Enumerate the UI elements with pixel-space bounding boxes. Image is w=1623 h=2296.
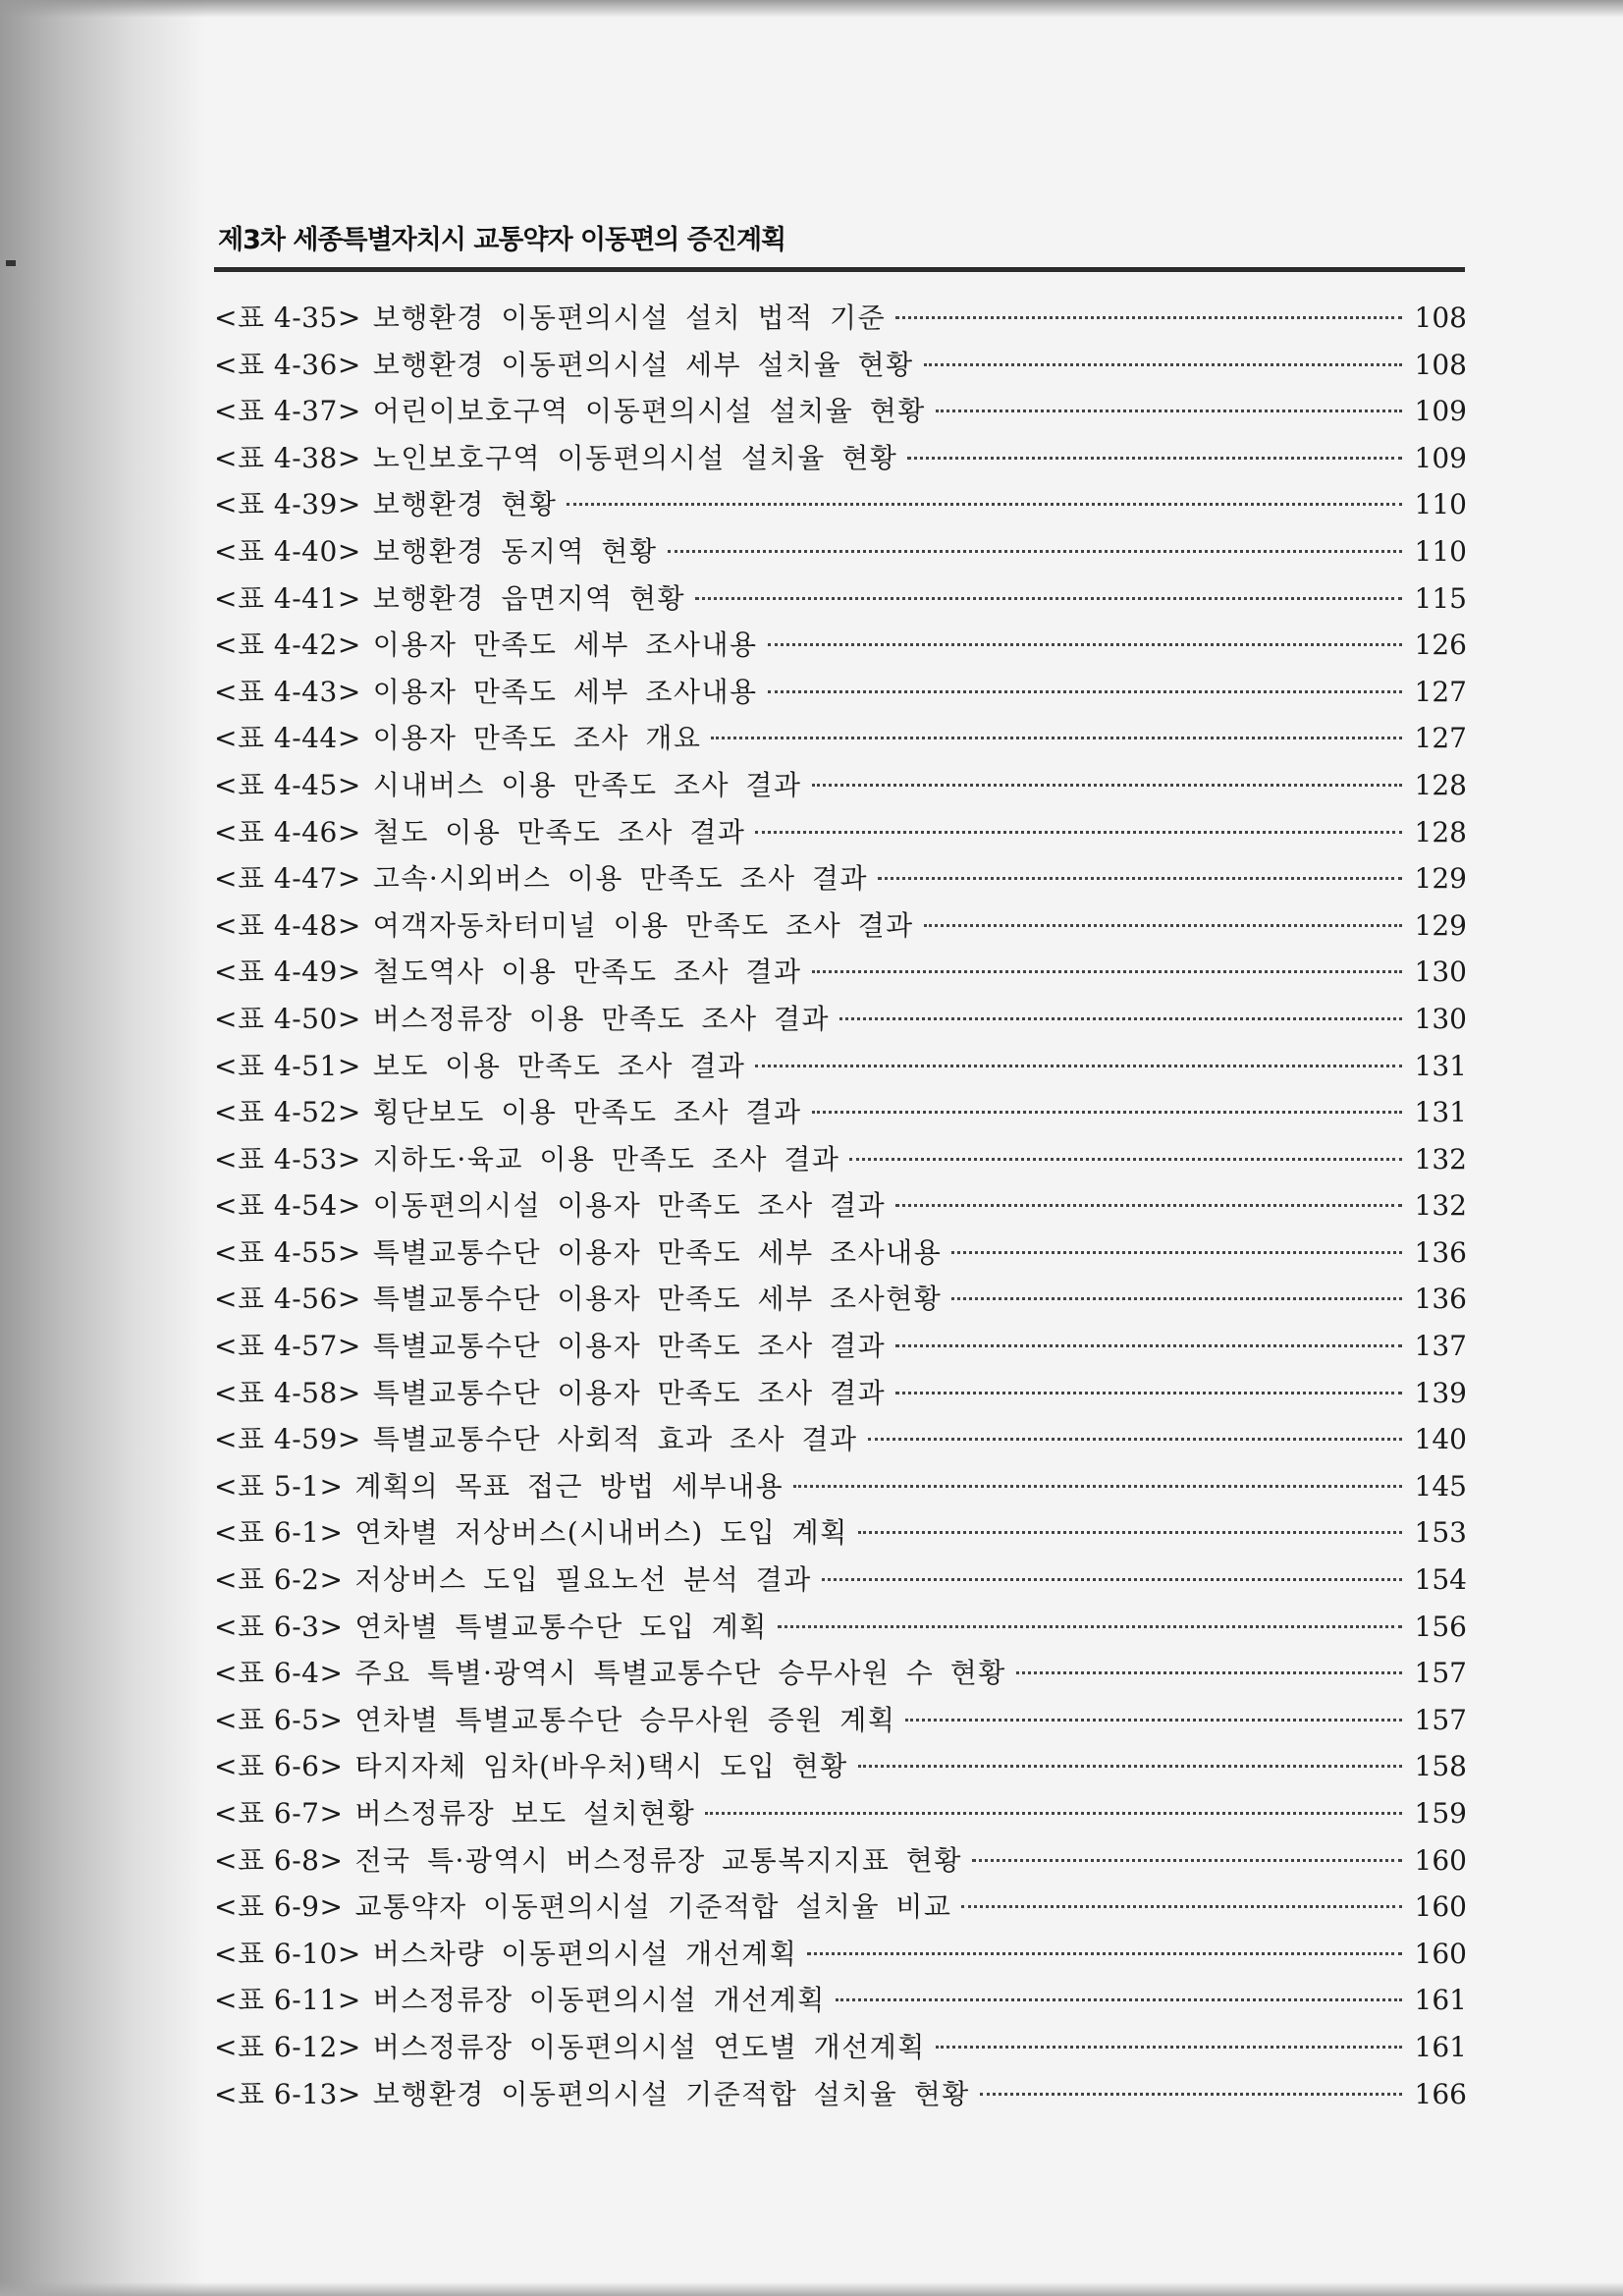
table-title: 보행환경 동지역 현황	[372, 534, 658, 568]
table-number-label: <표 6-9>	[214, 1890, 344, 1924]
page-number: 145	[1414, 1469, 1467, 1503]
dot-leader	[895, 1204, 1402, 1207]
dot-leader	[951, 1297, 1402, 1300]
toc-entry[interactable]	[214, 2071, 1467, 2118]
table-number-label: <표 6-13>	[214, 2077, 361, 2110]
page-number: 161	[1414, 2030, 1467, 2063]
table-title: 어린이보호구역 이동편의시설 설치율 현황	[372, 395, 926, 428]
dot-leader	[936, 410, 1402, 412]
table-title: 특별교통수단 이용자 만족도 조사 결과	[372, 1376, 887, 1409]
page-number: 153	[1414, 1516, 1467, 1550]
table-title: 철도역사 이용 만족도 조사 결과	[372, 956, 802, 989]
dot-leader	[895, 1392, 1402, 1394]
table-title: 횡단보도 이용 만족도 조사 결과	[372, 1096, 802, 1129]
table-title: 연차별 특별교통수단 승무사원 증원 계획	[354, 1703, 896, 1736]
table-number-label: <표 5-1>	[214, 1469, 344, 1503]
table-number-label: <표 4-46>	[214, 815, 361, 848]
dot-leader	[567, 503, 1402, 506]
toc-entry[interactable]	[214, 1604, 1467, 1651]
table-number-label: <표 4-54>	[214, 1189, 361, 1223]
toc-entry[interactable]	[214, 669, 1467, 716]
page-number: 140	[1414, 1423, 1467, 1456]
toc-entry[interactable]	[214, 1043, 1467, 1090]
table-number-label: <표 6-5>	[214, 1703, 344, 1736]
toc-entry[interactable]	[214, 1276, 1467, 1323]
dot-leader	[755, 1065, 1402, 1067]
page-number: 127	[1414, 675, 1467, 708]
table-number-label: <표 4-45>	[214, 768, 361, 801]
dot-leader	[1016, 1671, 1402, 1674]
table-number-label: <표 4-36>	[214, 348, 361, 381]
toc-entry[interactable]	[214, 855, 1467, 902]
table-number-label: <표 6-6>	[214, 1750, 344, 1783]
toc-entry[interactable]	[214, 1557, 1467, 1604]
toc-entry[interactable]	[214, 1884, 1467, 1931]
table-title: 노인보호구역 이동편의시설 설치율 현황	[372, 441, 898, 474]
page-number: 131	[1414, 1049, 1467, 1082]
toc-entry[interactable]	[214, 996, 1467, 1043]
toc-entry[interactable]	[214, 1370, 1467, 1417]
toc-entry[interactable]	[214, 2024, 1467, 2071]
dot-leader	[980, 2093, 1402, 2096]
table-title: 교통약자 이동편의시설 기준적합 설치율 비교	[354, 1890, 952, 1924]
table-number-label: <표 6-12>	[214, 2030, 361, 2063]
toc-entry[interactable]	[214, 528, 1467, 575]
running-header-title: 제3차 세종특별자치시 교통약자 이동편의 증진계획	[218, 225, 786, 255]
toc-entry[interactable]	[214, 295, 1467, 342]
table-title: 철도 이용 만족도 조사 결과	[372, 815, 746, 848]
page-number: 139	[1414, 1376, 1467, 1409]
page-number: 154	[1414, 1563, 1467, 1597]
table-title: 여객자동차터미널 이용 만족도 조사 결과	[372, 908, 914, 942]
table-number-label: <표 4-40>	[214, 534, 361, 568]
page-number: 127	[1414, 722, 1467, 755]
page-number: 128	[1414, 815, 1467, 848]
dot-leader	[839, 1017, 1402, 1020]
toc-entry[interactable]	[214, 1463, 1467, 1510]
page-number: 108	[1414, 301, 1467, 334]
toc-entry[interactable]	[214, 762, 1467, 809]
page-number: 129	[1414, 862, 1467, 896]
table-title: 타지자체 임차(바우처)택시 도입 현황	[354, 1750, 848, 1783]
table-title: 버스정류장 이용 만족도 조사 결과	[372, 1002, 831, 1035]
toc-entry[interactable]	[214, 715, 1467, 762]
table-title: 저상버스 도입 필요노선 분석 결과	[354, 1563, 812, 1597]
dot-leader	[711, 737, 1402, 739]
dot-leader	[868, 1438, 1402, 1441]
table-number-label: <표 4-43>	[214, 675, 361, 708]
page-number: 131	[1414, 1096, 1467, 1129]
page-number: 129	[1414, 908, 1467, 942]
table-title: 버스정류장 이동편의시설 연도별 개선계획	[372, 2030, 926, 2063]
table-number-label: <표 4-58>	[214, 1376, 361, 1409]
toc-entry[interactable]	[214, 435, 1467, 482]
dot-leader	[778, 1625, 1402, 1628]
dot-leader	[768, 643, 1402, 646]
dot-leader	[822, 1578, 1402, 1581]
dot-leader	[961, 1905, 1402, 1908]
page-number: 132	[1414, 1189, 1467, 1223]
toc-entry[interactable]	[214, 1230, 1467, 1277]
dot-leader	[951, 1251, 1402, 1254]
page-number: 130	[1414, 956, 1467, 989]
table-number-label: <표 6-4>	[214, 1657, 344, 1690]
toc-entry[interactable]	[214, 1136, 1467, 1183]
toc-entry[interactable]	[214, 1837, 1467, 1885]
page-number: 136	[1414, 1235, 1467, 1269]
table-number-label: <표 4-35>	[214, 301, 361, 334]
table-number-label: <표 4-50>	[214, 1002, 361, 1035]
toc-entry[interactable]	[214, 622, 1467, 669]
dot-leader	[924, 924, 1402, 927]
dot-leader	[907, 457, 1402, 460]
page-number: 161	[1414, 1984, 1467, 2017]
table-title: 보행환경 이동편의시설 세부 설치율 현황	[372, 348, 914, 381]
page-number: 109	[1414, 441, 1467, 474]
table-number-label: <표 4-59>	[214, 1423, 361, 1456]
table-number-label: <표 4-47>	[214, 862, 361, 896]
table-number-label: <표 6-2>	[214, 1563, 344, 1597]
table-title: 연차별 특별교통수단 도입 계획	[354, 1610, 768, 1643]
table-title: 고속·시외버스 이용 만족도 조사 결과	[372, 862, 869, 896]
toc-entry[interactable]	[214, 1182, 1467, 1230]
table-title: 이용자 만족도 세부 조사내용	[372, 675, 758, 708]
table-title: 특별교통수단 이용자 만족도 세부 조사현황	[372, 1283, 943, 1316]
table-of-tables-list	[214, 295, 1467, 2117]
page-number: 110	[1414, 534, 1467, 568]
dot-leader	[695, 597, 1402, 600]
page-number: 159	[1414, 1797, 1467, 1830]
dot-leader	[972, 1859, 1402, 1862]
table-number-label: <표 4-48>	[214, 908, 361, 942]
page-number: 126	[1414, 629, 1467, 662]
margin-mark	[6, 260, 16, 266]
page-number: 130	[1414, 1002, 1467, 1035]
dot-leader	[905, 1719, 1402, 1722]
table-number-label: <표 4-44>	[214, 722, 361, 755]
page-number: 158	[1414, 1750, 1467, 1783]
toc-entry[interactable]	[214, 481, 1467, 528]
table-number-label: <표 6-3>	[214, 1610, 344, 1643]
table-number-label: <표 6-10>	[214, 1937, 361, 1970]
page-number: 110	[1414, 488, 1467, 521]
table-number-label: <표 4-53>	[214, 1142, 361, 1175]
page-number: 115	[1414, 581, 1467, 615]
page-number: 137	[1414, 1330, 1467, 1363]
table-title: 보도 이용 만족도 조사 결과	[372, 1049, 746, 1082]
table-title: 보행환경 읍면지역 현황	[372, 581, 686, 615]
dot-leader	[755, 831, 1402, 834]
page-number: 157	[1414, 1657, 1467, 1690]
table-title: 이용자 만족도 세부 조사내용	[372, 629, 758, 662]
table-title: 버스차량 이동편의시설 개선계획	[372, 1937, 798, 1970]
table-number-label: <표 6-7>	[214, 1797, 344, 1830]
table-title: 보행환경 이동편의시설 설치 법적 기준	[372, 301, 887, 334]
page-number: 136	[1414, 1283, 1467, 1316]
header-rule	[214, 267, 1465, 272]
table-number-label: <표 6-1>	[214, 1516, 344, 1550]
toc-entry[interactable]	[214, 949, 1467, 996]
table-number-label: <표 4-41>	[214, 581, 361, 615]
table-title: 보행환경 이동편의시설 기준적합 설치율 현황	[372, 2077, 970, 2110]
table-title: 보행환경 현황	[372, 488, 558, 521]
toc-entry[interactable]	[214, 1931, 1467, 1978]
dot-leader	[878, 877, 1402, 880]
table-title: 특별교통수단 이용자 만족도 세부 조사내용	[372, 1235, 943, 1269]
table-title: 이동편의시설 이용자 만족도 조사 결과	[372, 1189, 887, 1223]
dot-leader	[936, 2046, 1402, 2049]
dot-leader	[768, 690, 1402, 693]
table-title: 주요 특별·광역시 특별교통수단 승무사원 수 현황	[354, 1657, 1006, 1690]
page-number: 108	[1414, 348, 1467, 381]
toc-entry[interactable]	[214, 1509, 1467, 1557]
dot-leader	[705, 1812, 1402, 1815]
toc-entry[interactable]	[214, 1650, 1467, 1697]
toc-entry[interactable]	[214, 1697, 1467, 1744]
toc-entry[interactable]	[214, 342, 1467, 389]
page-number: 156	[1414, 1610, 1467, 1643]
page-number: 160	[1414, 1890, 1467, 1924]
dot-leader	[858, 1765, 1402, 1768]
table-title: 계획의 목표 접근 방법 세부내용	[354, 1469, 784, 1503]
dot-leader	[668, 550, 1402, 553]
table-title: 특별교통수단 사회적 효과 조사 결과	[372, 1423, 858, 1456]
table-title: 전국 특·광역시 버스정류장 교통복지지표 현황	[354, 1843, 962, 1877]
table-number-label: <표 4-42>	[214, 629, 361, 662]
table-title: 시내버스 이용 만족도 조사 결과	[372, 768, 802, 801]
table-number-label: <표 4-55>	[214, 1235, 361, 1269]
dot-leader	[895, 316, 1402, 319]
toc-entry[interactable]	[214, 1743, 1467, 1790]
toc-entry[interactable]	[214, 1323, 1467, 1370]
toc-entry[interactable]	[214, 1790, 1467, 1837]
dot-leader	[895, 1344, 1402, 1347]
table-number-label: <표 4-37>	[214, 395, 361, 428]
page-number: 160	[1414, 1843, 1467, 1877]
dot-leader	[924, 363, 1402, 366]
page-number: 157	[1414, 1703, 1467, 1736]
table-number-label: <표 6-8>	[214, 1843, 344, 1877]
page-number: 132	[1414, 1142, 1467, 1175]
toc-entry[interactable]	[214, 1977, 1467, 2024]
page-number: 128	[1414, 768, 1467, 801]
toc-entry[interactable]	[214, 388, 1467, 435]
page-number: 109	[1414, 395, 1467, 428]
page-number: 166	[1414, 2077, 1467, 2110]
table-title: 지하도·육교 이용 만족도 조사 결과	[372, 1142, 840, 1175]
table-number-label: <표 4-56>	[214, 1283, 361, 1316]
table-title: 버스정류장 이동편의시설 개선계획	[372, 1984, 826, 2017]
table-title: 이용자 만족도 조사 개요	[372, 722, 702, 755]
table-title: 연차별 저상버스(시내버스) 도입 계획	[354, 1516, 848, 1550]
dot-leader	[836, 1998, 1402, 2001]
dot-leader	[807, 1952, 1402, 1955]
table-number-label: <표 6-11>	[214, 1984, 361, 2017]
table-title: 특별교통수단 이용자 만족도 조사 결과	[372, 1330, 887, 1363]
table-title: 버스정류장 보도 설치현황	[354, 1797, 696, 1830]
bottom-page-edge	[0, 2282, 1623, 2296]
binding-shadow	[0, 0, 206, 2296]
page-number: 160	[1414, 1937, 1467, 1970]
dot-leader	[849, 1158, 1402, 1161]
top-page-edge	[0, 0, 1623, 18]
dot-leader	[858, 1531, 1402, 1534]
dot-leader	[793, 1485, 1402, 1488]
table-number-label: <표 4-38>	[214, 441, 361, 474]
dot-leader	[812, 784, 1402, 787]
dot-leader	[812, 970, 1402, 973]
table-number-label: <표 4-52>	[214, 1096, 361, 1129]
toc-entry[interactable]	[214, 902, 1467, 950]
table-number-label: <표 4-49>	[214, 956, 361, 989]
table-number-label: <표 4-39>	[214, 488, 361, 521]
table-number-label: <표 4-51>	[214, 1049, 361, 1082]
table-number-label: <표 4-57>	[214, 1330, 361, 1363]
toc-entry[interactable]	[214, 575, 1467, 623]
dot-leader	[812, 1111, 1402, 1114]
toc-entry[interactable]	[214, 809, 1467, 856]
toc-entry[interactable]	[214, 1416, 1467, 1463]
toc-entry[interactable]	[214, 1089, 1467, 1136]
